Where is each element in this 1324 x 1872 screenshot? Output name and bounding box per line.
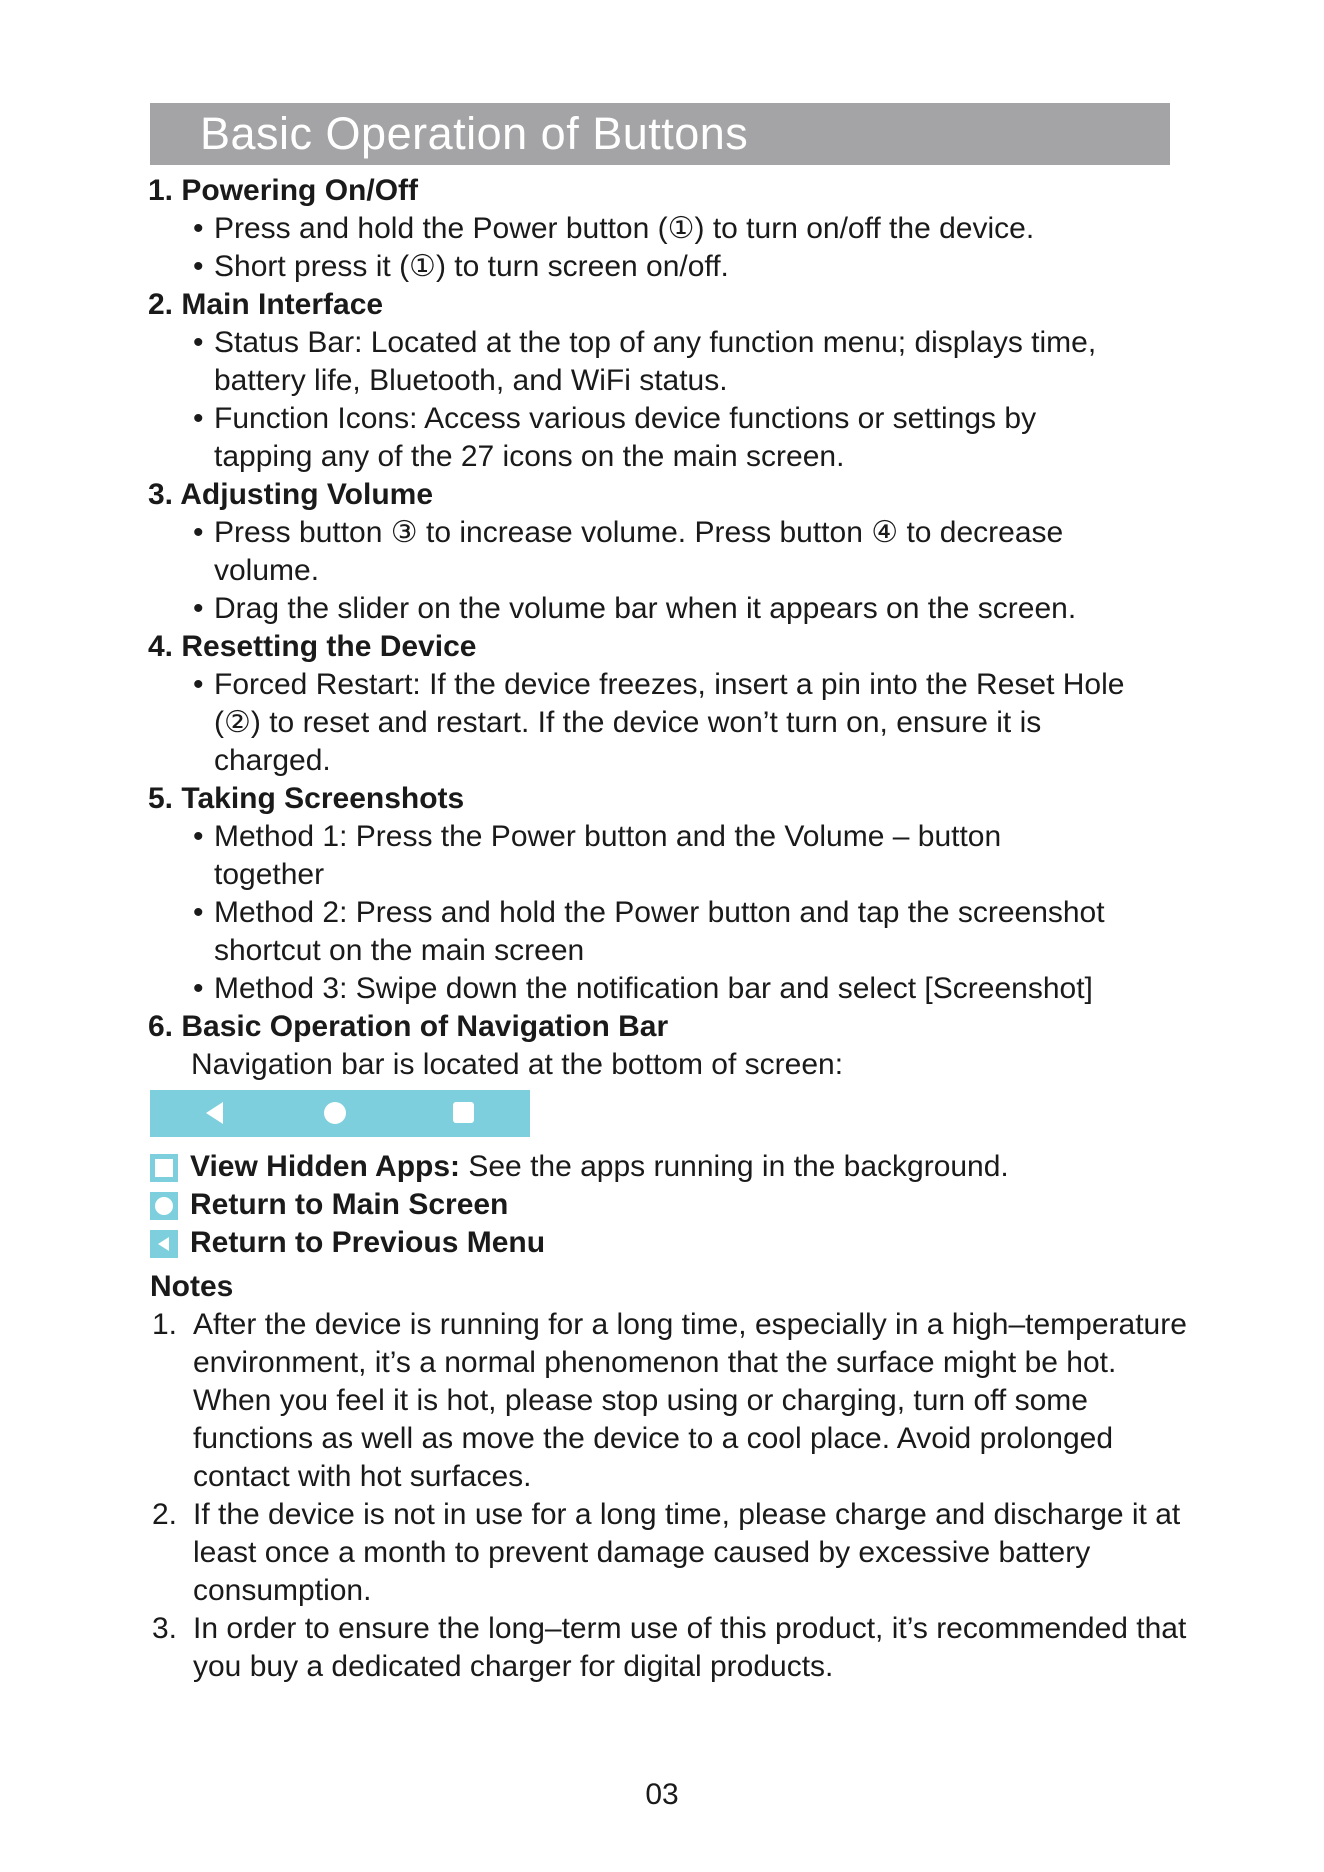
- note-item: [150, 1306, 1193, 1496]
- recents-square-icon: [453, 1102, 474, 1123]
- notes-heading: Notes: [150, 1270, 234, 1303]
- legend-back-label: Return to Previous Menu: [190, 1226, 546, 1259]
- legend-home: [150, 1186, 1180, 1224]
- notes-section: [150, 1268, 1190, 1686]
- page-number: 03: [645, 1778, 679, 1811]
- bullet-item: • Drag the slider on the volume bar when it appears on the screen.: [148, 590, 1188, 628]
- note-text: If the device is not in use for a long time, please charge and discharge it at least once a month to prevent damage caused by excessive battery consumption.: [193, 1498, 1181, 1607]
- home-circle-icon: [324, 1102, 346, 1124]
- note-text: After the device is running for a long time, especially in a high–temperature environment, it’s a normal phenomenon that the surface might be hot. When you feel it is hot, please stop using or charging, turn off some functions as well as move the device to a cool place. Avoid prolonged contact with hot surfaces.: [193, 1308, 1187, 1493]
- navigation-legend: [150, 1148, 1180, 1262]
- bullet-item: • Status Bar: Located at the top of any function menu; displays time, battery life, Bluetooth, and WiFi status.: [148, 324, 1119, 400]
- legend-back: [150, 1224, 1180, 1262]
- page-title: Basic Operation of Buttons: [200, 108, 749, 159]
- note-number: 2.: [152, 1498, 178, 1531]
- legend-home-label: Return to Main Screen: [190, 1188, 509, 1221]
- note-item: [150, 1496, 1193, 1610]
- legend-recents-text: See the apps running in the background.: [460, 1150, 1009, 1183]
- section-title-bar: [150, 103, 1170, 165]
- back-triangle-icon: [206, 1102, 223, 1124]
- section-heading: 2. Main Interface: [148, 288, 384, 321]
- bullet-item: • Method 3: Swipe down the notification bar and select [Screenshot]: [148, 970, 1188, 1008]
- note-item: [150, 1610, 1233, 1686]
- section-heading: 6. Basic Operation of Navigation Bar: [148, 1010, 669, 1043]
- bullet-item: • Press and hold the Power button (①) to turn on/off the device.: [148, 210, 1188, 248]
- note-number: 3.: [152, 1612, 178, 1645]
- instructions-body: [148, 172, 1188, 1084]
- navigation-bar-description: Navigation bar is located at the bottom of screen:: [191, 1048, 844, 1081]
- note-text: In order to ensure the long–term use of this product, it’s recommended that you buy a dedicated charger for digital products.: [193, 1612, 1187, 1683]
- recents-square-icon: [150, 1154, 178, 1182]
- bullet-item: • Function Icons: Access various device functions or settings by tapping any of the 27 icons on the main screen.: [148, 400, 1119, 476]
- bullet-item: • Press button ③ to increase volume. Press button ④ to decrease volume.: [148, 514, 1144, 590]
- section-heading: 5. Taking Screenshots: [148, 782, 465, 815]
- bullet-item: • Method 2: Press and hold the Power button and tap the screenshot shortcut on the main screen: [148, 894, 1119, 970]
- section-heading: 1. Powering On/Off: [148, 174, 419, 207]
- back-triangle-icon: [150, 1230, 178, 1258]
- bullet-item: • Short press it (①) to turn screen on/off.: [148, 248, 1188, 286]
- section-heading: 3. Adjusting Volume: [148, 478, 434, 511]
- bullet-item: • Method 1: Press the Power button and the Volume – button together: [148, 818, 1119, 894]
- home-circle-icon: [150, 1192, 178, 1220]
- legend-recents: [150, 1148, 1180, 1186]
- note-number: 1.: [152, 1308, 178, 1341]
- bullet-item: • Forced Restart: If the device freezes, insert a pin into the Reset Hole (②) to reset and restart. If the device won’t turn on, ensure it is charged.: [148, 666, 1154, 780]
- section-heading: 4. Resetting the Device: [148, 630, 477, 663]
- legend-recents-label: View Hidden Apps:: [190, 1150, 461, 1183]
- navigation-bar-illustration: [150, 1090, 530, 1137]
